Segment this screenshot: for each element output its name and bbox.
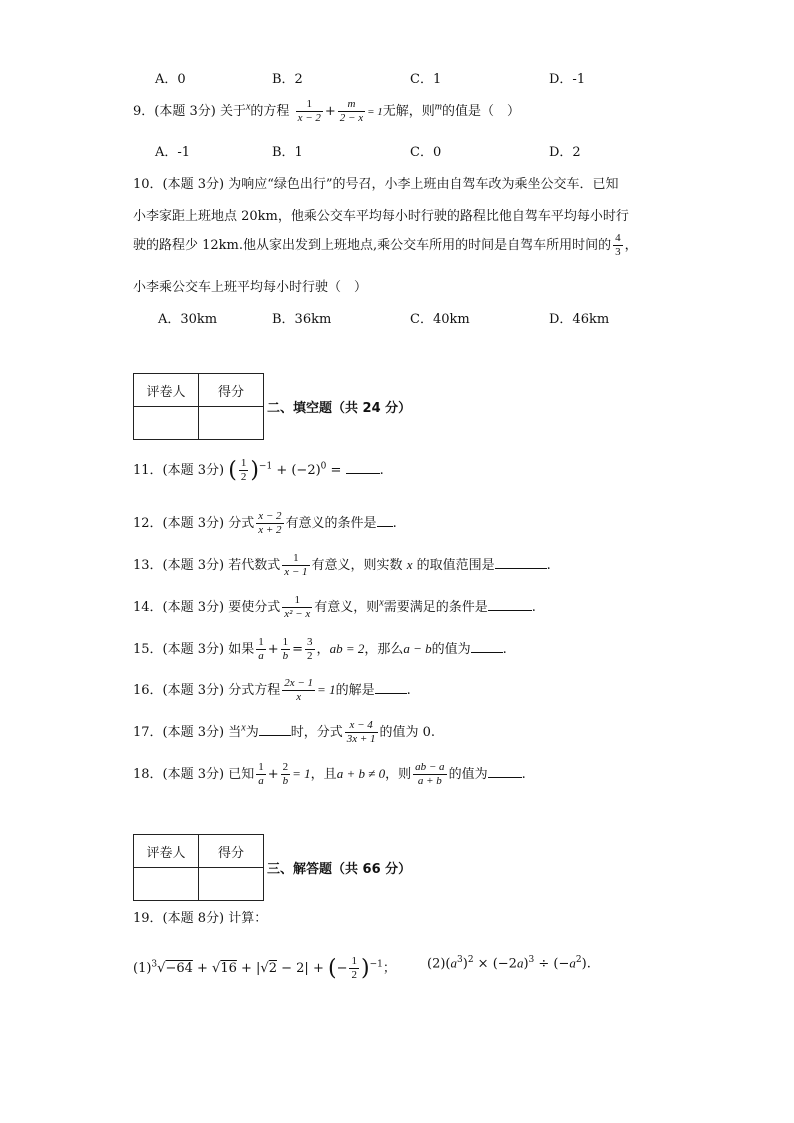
question-10-line3: 驶的路程少 12km.他从家出发到上班地点,乘公交车所用的时间是自驾车所用时间的 $\frac{4}{3}$ ， — [133, 232, 638, 258]
q9-option-b: B．1 — [272, 145, 303, 160]
q10-option-d: D．46km — [549, 312, 610, 327]
question-13: 13．(本题 3分) 若代数式 $\frac{1}{x - 1}$ 有意义，则实数 x 的取值范围是 . — [133, 552, 551, 578]
question-17: 17．(本题 3分) 当$^x$为 时，分式 $\frac{x - 4}{3x + 1}$ 的值为 0. — [133, 719, 436, 745]
q10-option-b: B．36km — [272, 312, 332, 327]
score-label: 得分 — [199, 835, 264, 868]
score-label: 得分 — [199, 374, 264, 407]
grader-cell — [134, 868, 199, 901]
question-19-part-1: $(1)^3√-64 + √16 + |√2 - 2|$ + (− $\frac{1}{2}$ )$^{-1}$； — [133, 955, 396, 981]
grader-table-section-3 — [133, 834, 264, 901]
q8-option-d: D．-1 — [549, 72, 586, 87]
q9-option-c: C．0 — [410, 145, 442, 160]
question-18: 18．(本题 3分) 已知 $\frac{1}{a}$ + $\frac{2}{b}$ = 1，且a + b ≠ 0，则 $\frac{ab - a}{a + b}$ 的值为 . — [133, 761, 526, 787]
grader-table-section-2 — [133, 373, 264, 440]
question-19-part-2: $(2)(a^3)^2 \times (-2a)^3 \div (-a^2)$. — [427, 955, 591, 972]
question-14: 14．(本题 3分) 要使分式 $\frac{1}{\text{x² − x}}$ 有意义，则$^x$需要满足的条件是 . — [133, 594, 536, 620]
q9-option-d: D．2 — [549, 145, 581, 160]
question-10-line4: 小李乘公交车上班平均每小时行驶（ ） — [133, 280, 368, 295]
q8-option-a: A．0 — [155, 72, 186, 87]
question-10-line1: 10．(本题 3分) 为响应“绿色出行”的号召，小李上班由自驾车改为乘坐公交车．已知 — [133, 177, 619, 192]
grader-cell — [134, 407, 199, 440]
section-3-title: 三、解答题（共 66 分） — [267, 862, 412, 877]
q8-option-c: C．1 — [410, 72, 442, 87]
score-cell — [199, 407, 264, 440]
question-10-line2: 小李家距上班地点 20km，他乘公交车平均每小时行驶的路程比他自驾车平均每小时行 — [133, 209, 629, 224]
score-cell — [199, 868, 264, 901]
question-19: 19．(本题 8分) 计算： — [133, 911, 268, 926]
q9-option-a: A．-1 — [155, 145, 191, 160]
question-16: 16．(本题 3分) 分式方程 $\frac{2x - 1}{x}$ = 1的解是 . — [133, 677, 411, 703]
grader-label: 评卷人 — [134, 374, 199, 407]
q10-option-c: C．40km — [410, 312, 470, 327]
question-9: 9．(本题 3分) 关于$^x$的方程 $\frac{1}{x - 2}$ + $\frac{m}{2 - x}$ = 1无解，则$^m$的值是（ ） — [133, 98, 521, 124]
q10-option-a: A．30km — [158, 312, 218, 327]
question-11: 11．(本题 3分) ( $\frac{1}{2}$ )$^{-1} + (-2)^0$ = . — [133, 457, 384, 483]
q8-option-b: B．2 — [272, 72, 303, 87]
question-12: 12．(本题 3分) 分式 $\frac{x - 2}{x + 2}$ 有意义的条件是 . — [133, 510, 397, 536]
grader-label: 评卷人 — [134, 835, 199, 868]
question-15: 15．(本题 3分) 如果 $\frac{1}{a}$ + $\frac{1}{b}$ = $\frac{3}{2}$ ，ab = 2，那么a − b的值为 . — [133, 636, 507, 662]
section-2-title: 二、填空题（共 24 分） — [267, 401, 412, 416]
